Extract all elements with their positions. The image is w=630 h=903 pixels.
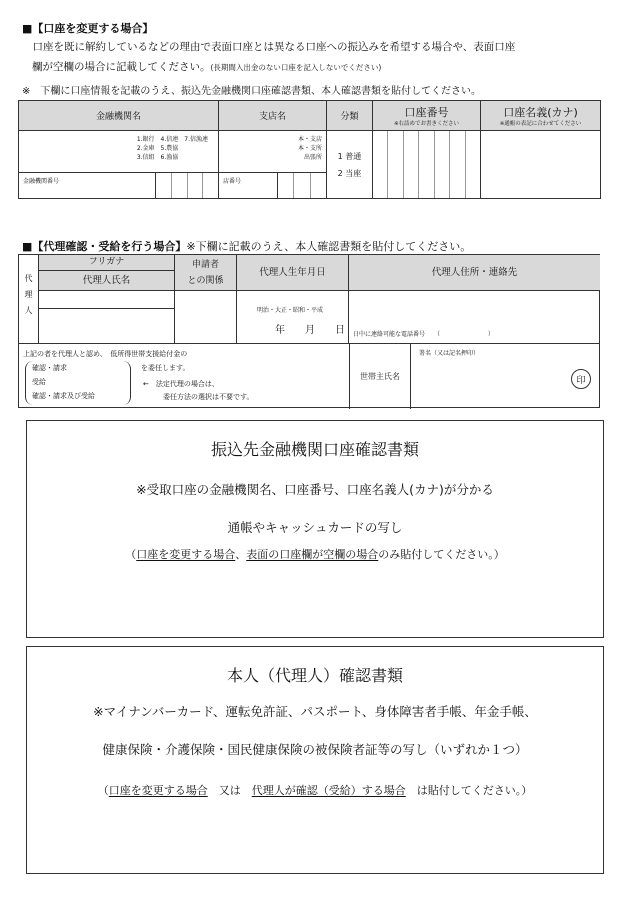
section-account-change-title: ■【口座を変更する場合】 [22, 22, 154, 35]
section-agent-title: ■【代理確認・受給を行う場合】※下欄に記載のうえ、本人確認書類を貼付してください。 [22, 240, 472, 253]
signature-input[interactable] [415, 358, 555, 404]
col-branch-name: 支店名 [219, 101, 327, 131]
birth-date-input[interactable]: 年 月 日 [275, 325, 345, 336]
relation-column [175, 255, 237, 343]
bank-document-title: 振込先金融機関口座確認書類 [210, 440, 419, 459]
account-number-cell[interactable] [373, 131, 481, 199]
account-type-current[interactable]: 2 当座 [337, 168, 362, 178]
address-column [349, 255, 600, 343]
account-holder-cell[interactable] [481, 131, 601, 199]
birth-column [237, 255, 349, 343]
agent-name-input[interactable] [39, 309, 174, 341]
branch-code-boxes[interactable] [277, 173, 326, 198]
agent-side-label: 代 理 人 [19, 255, 39, 343]
section-account-change-instruction: ※ 下欄に口座情報を記載のうえ、振込先金融機関口座確認書類、本人確認書類を貼付してください。 [22, 86, 481, 97]
bank-code-label: 金融機関番号 [23, 178, 60, 185]
agent-name-header: 代理人氏名 [39, 271, 174, 291]
col-account-holder: 口座名義(カナ) ※通帳の表記に合わせてください [481, 101, 601, 131]
furigana-input[interactable] [39, 291, 174, 309]
delegation-options[interactable] [25, 361, 131, 405]
delegation-row [19, 343, 600, 408]
col-account-type: 分類 [327, 101, 373, 131]
signature-label: 署名（又は記名押印） [419, 350, 480, 357]
identity-document-line1: ※マイナンバーカード、運転免許証、パスポート、身体障害者手帳、年金手帳、 [93, 704, 537, 719]
identity-document-title: 本人（代理人）確認書類 [226, 666, 403, 685]
col-account-number: 口座番号 ※右詰めでお書きください [373, 101, 481, 131]
identity-document-paste-area [26, 646, 604, 874]
col-bank-name: 金融機関名 [19, 101, 219, 131]
bank-document-line1: ※受取口座の金融機関名、口座番号、口座名義人(カナ)が分かる [136, 482, 494, 497]
option-both[interactable]: 確認・請求及び受給 [32, 392, 95, 400]
account-type-cell[interactable] [327, 131, 373, 199]
address-header: 代理人住所・連絡先 [349, 255, 600, 291]
furigana-header: フリガナ [39, 255, 174, 271]
identity-document-line2: 健康保険・介護保険・国民健康保険の被保険者証等の写し（いずれか１つ） [102, 742, 528, 757]
agent-name-column [39, 255, 175, 343]
era-options[interactable]: 明治・大正・昭和・平成 [257, 307, 324, 314]
relation-header: 申請者 との関係 [175, 255, 236, 291]
householder-label: 世帯主氏名 [349, 344, 411, 409]
relation-input[interactable] [175, 291, 236, 343]
bank-document-paste-area [26, 420, 604, 638]
agent-table [18, 254, 600, 408]
section-account-change-line2: 欄が空欄の場合に記載してください。(長期間入出金のない口座を記入しないでください) [32, 61, 382, 73]
birth-header: 代理人生年月日 [237, 255, 348, 291]
delegation-tail: を委任します。 [141, 364, 190, 372]
bank-document-note: （口座を変更する場合、表面の口座欄が空欄の場合のみ貼付してください。） [125, 548, 505, 561]
account-number-boxes[interactable] [373, 131, 480, 198]
bank-document-line2: 通帳やキャッシュカードの写し [227, 520, 403, 535]
option-confirm-request[interactable]: 確認・請求 [32, 364, 67, 372]
address-input[interactable] [349, 291, 600, 343]
section-account-change-line1: 口座を既に解約しているなどの理由で表面口座とは異なる口座への振込みを希望する場合や、表面口座 [22, 41, 516, 53]
bank-name-cell[interactable]: 1.銀行 4.信連 7.信漁連 2.金庫 5.農協 3.信組 6.漁協 金融機関番号 [19, 131, 219, 199]
branch-name-cell[interactable]: 本・支店 本・支所 出張所 店番号 [219, 131, 327, 199]
bank-code-boxes[interactable] [155, 173, 218, 198]
branch-code-label: 店番号 [223, 178, 242, 185]
legal-agent-note: ← 法定代理の場合は、 委任方法の選択は不要です。 [143, 380, 254, 401]
account-type-ordinary[interactable]: 1 普通 [337, 151, 362, 161]
identity-document-note: （口座を変更する場合 又は 代理人が確認（受給）する場合 は貼付してください。） [97, 784, 533, 797]
bank-account-table [18, 100, 601, 199]
option-receive[interactable]: 受給 [32, 378, 46, 386]
delegation-lead: 上記の者を代理人と認め、 低所得世帯支援給付金の [23, 350, 188, 358]
daytime-phone-label: 日中に連絡可能な電話番号 （ ） [353, 331, 495, 338]
seal-mark: 印 [571, 369, 591, 389]
